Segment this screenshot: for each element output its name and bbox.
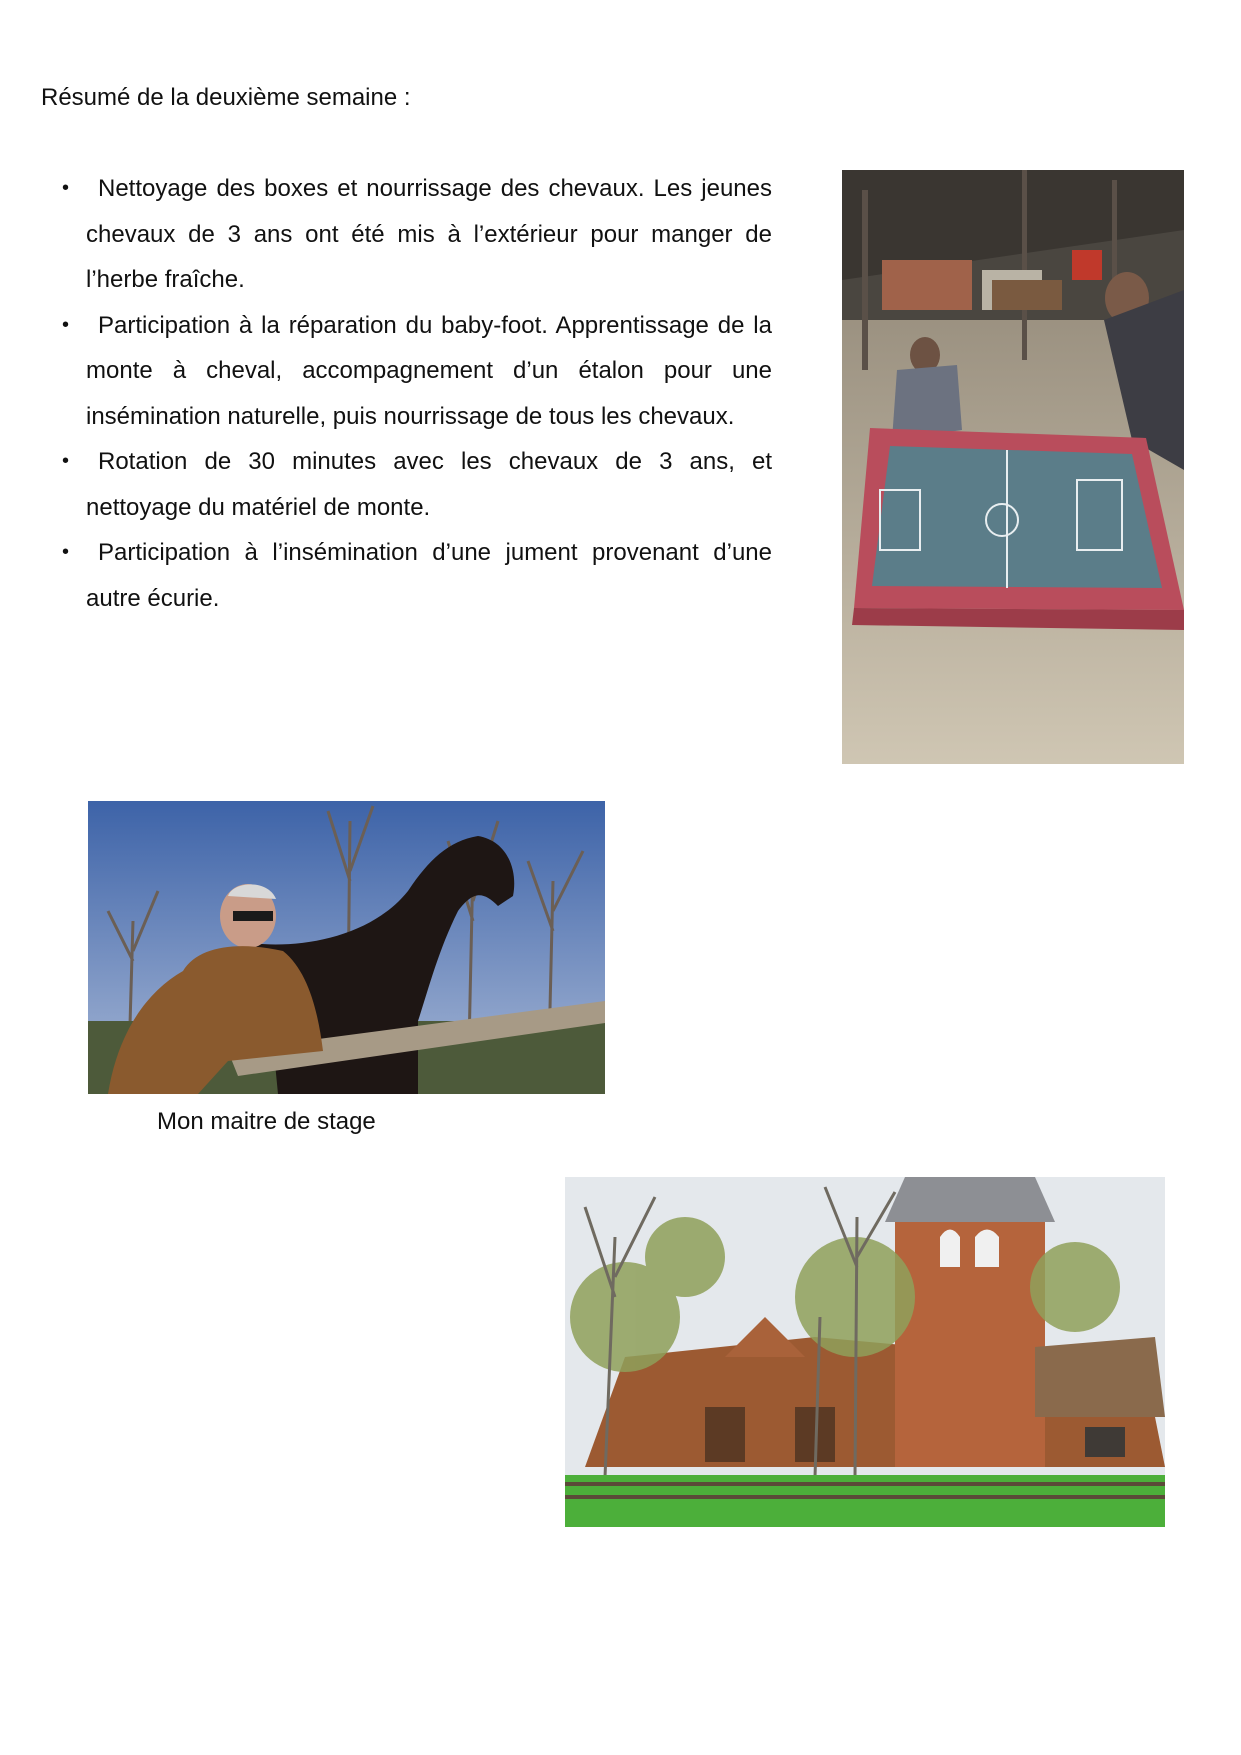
page-title: Résumé de la deuxième semaine : xyxy=(41,84,411,111)
list-item xyxy=(56,530,772,621)
list-item-text: Participation à l’insémination d’une jument provenant d’une autre écurie. xyxy=(86,539,772,612)
supervisor-horse-photo xyxy=(88,801,605,1094)
list-item xyxy=(56,439,772,530)
bullet-icon: • xyxy=(62,450,70,472)
stable-building-photo xyxy=(565,1177,1165,1527)
bullet-icon: • xyxy=(62,541,70,563)
list-item-text: Participation à la réparation du baby-foot. Apprentissage de la monte à cheval, accompagnement d’un étalon pour une insémination naturelle, puis nourrissage de tous les chevaux. xyxy=(86,311,772,430)
bullet-icon: • xyxy=(62,177,70,199)
photo-caption: Mon maitre de stage xyxy=(157,1108,376,1135)
list-item xyxy=(56,166,772,303)
list-item-text: Nettoyage des boxes et nourrissage des chevaux. Les jeunes chevaux de 3 ans ont été mis à l’extérieur pour manger de l’herbe fraîche. xyxy=(86,175,772,293)
list-item-text: Rotation de 30 minutes avec les chevaux de 3 ans, et nettoyage du matériel de monte. xyxy=(86,448,772,521)
bullet-icon: • xyxy=(62,313,70,336)
list-item xyxy=(56,303,772,440)
foosball-repair-photo xyxy=(842,170,1184,764)
task-list xyxy=(56,166,772,621)
